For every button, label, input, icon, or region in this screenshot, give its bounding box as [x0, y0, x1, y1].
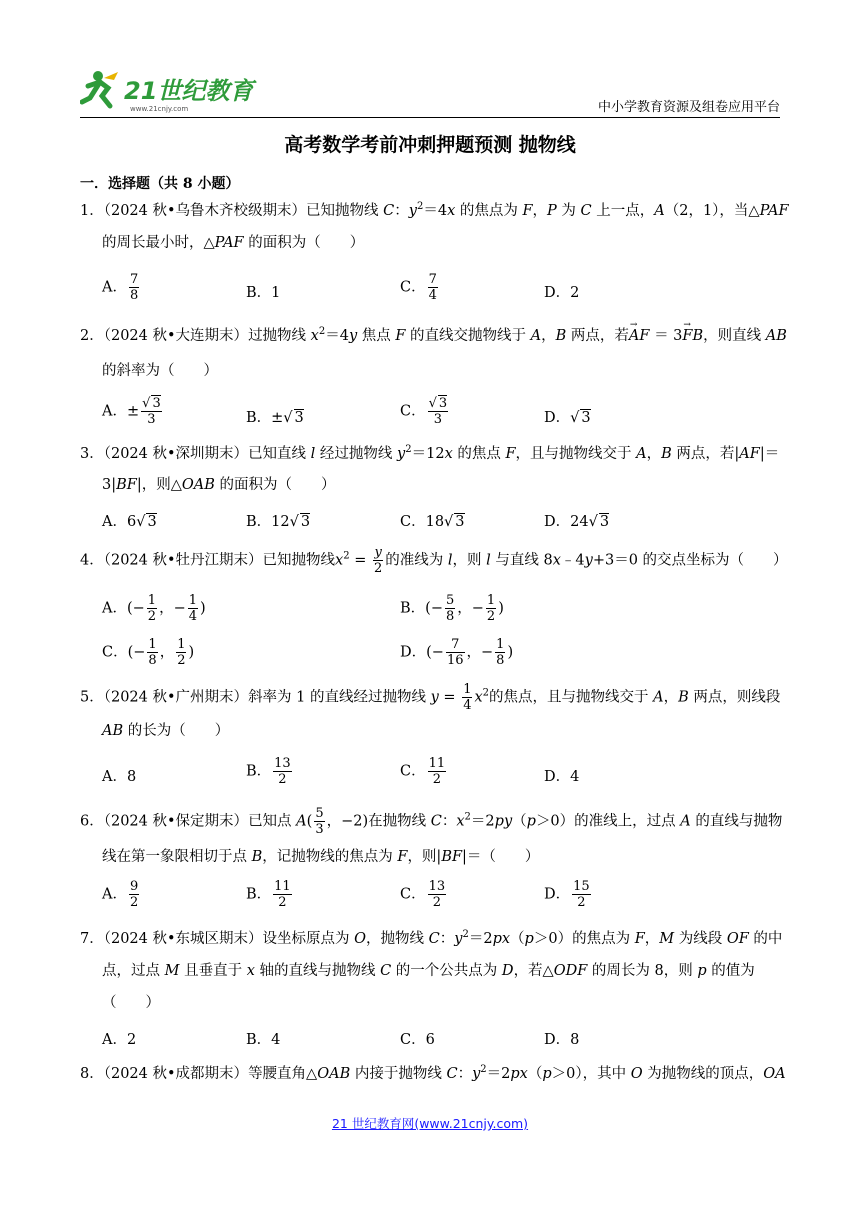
q1-option-b[interactable]: B．1 — [246, 285, 281, 301]
question-7: 7．（2024 秋•东城区期末）设坐标原点为 O，抛物线 C：$y^2=2px(p>0)$的焦点为 F，M 为线段 OF 的中 — [80, 929, 783, 947]
q7-option-b[interactable]: B．4 — [246, 1032, 281, 1048]
q6-option-c[interactable]: C． $\frac{13}{2}$ — [400, 879, 446, 910]
q3-option-a[interactable]: A．6√ 3 — [102, 514, 157, 530]
question-3: 3．（2024 秋•深圳期末）已知直线 l 经过抛物线 $y^2=12x$ 的焦点 F，且与抛物线交于 A，B 两点，若|AF|＝ — [80, 444, 780, 462]
q5-option-b[interactable]: B． $\frac{13}{2}$ — [246, 756, 291, 787]
q6-option-d[interactable]: D． $\frac{15}{2}$ — [544, 879, 590, 910]
question-6-cont: 线在第一象限相切于点 B，记抛物线的焦点为 F，则|BF|＝（ ） — [102, 849, 540, 865]
q2-option-b[interactable]: B．±√ 3 — [246, 410, 304, 426]
platform-name: 中小学教育资源及组卷应用平台 — [597, 100, 780, 115]
question-8: 8．（2024 秋•成都期末）等腰直角△OAB 内接于抛物线 C：$y^2=2px(p>0)$，其中 O 为抛物线的顶点，OA — [80, 1064, 786, 1082]
logo-url: www.21cnjy.com — [130, 105, 189, 113]
footer-link[interactable]: 21 世纪教育网(www.21cnjy.com) — [331, 1116, 529, 1131]
question-1: 1．（2024 秋•乌鲁木齐校级期末）已知抛物线 C：$y^2=4x$ 的焦点为 F，P 为 C 上一点，A（2，1），当△PAF — [80, 201, 789, 219]
q2-option-a[interactable]: A．± $\frac{√ 3}{3}$ — [102, 396, 161, 427]
q3-option-d[interactable]: D．24√ 3 — [544, 514, 610, 530]
q6-option-b[interactable]: B． $\frac{11}{2}$ — [246, 879, 291, 910]
question-1-cont: 的周长最小时，△PAF 的面积为（ ） — [102, 235, 365, 251]
q7-option-d[interactable]: D．8 — [544, 1032, 580, 1048]
q4-option-c[interactable]: C．(− $\frac{1}{8}$ ， $\frac{1}{2}$ ) — [102, 637, 195, 668]
question-6: 6．（2024 秋•保定期末）已知点 A( $\frac{5}{3}$ ，−2)在抛物线 C：$x^2=2py(p>0)$的准线上，过点 A 的直线与抛物 — [80, 806, 783, 837]
q3-option-c[interactable]: C．18√ 3 — [400, 514, 465, 530]
q3-option-b[interactable]: B．12√ 3 — [246, 514, 311, 530]
q1-option-d[interactable]: D．2 — [544, 285, 580, 301]
question-4: 4．（2024 秋•牡丹江期末）已知抛物线$x^2$ = $\frac{y}{2}$ 的准线为 l，则 l 与直线 8x﹣4y+3＝0 的交点坐标为（ ） — [80, 545, 788, 576]
q2-option-d[interactable]: D．√ 3 — [544, 410, 591, 426]
page-title: 高考数学考前冲刺押题预测 抛物线 — [284, 134, 576, 156]
section-heading: 一．选择题（共 8 小题） — [80, 176, 240, 192]
question-7-cont2: （ ） — [102, 995, 160, 1011]
header-divider — [80, 117, 780, 118]
q1-option-c[interactable]: C． $\frac{7}{4}$ — [400, 272, 437, 303]
q1-option-a[interactable]: A． $\frac{7}{8}$ — [102, 272, 139, 303]
question-3-cont: 3|BF|，则△OAB 的面积为（ ） — [102, 477, 336, 493]
question-5: 5．（2024 秋•广州期末）斜率为 1 的直线经过抛物线 y = $\frac{1}{4}$ $x^2$的焦点，且与抛物线交于 A，B 两点，则线段 — [80, 682, 781, 713]
question-2: 2．（2024 秋•大连期末）过抛物线 $x^2=4y$ 焦点 F 的直线交抛物线于 A，B 两点，若→ AF ＝ 3→ FB，则直线 AB — [80, 325, 787, 347]
question-5-cont: AB 的长为（ ） — [102, 723, 230, 739]
q4-option-d[interactable]: D．(− $\frac{7}{16}$ ，− $\frac{1}{8}$ ) — [400, 637, 514, 668]
q7-option-c[interactable]: C．6 — [400, 1032, 435, 1048]
q7-option-a[interactable]: A．2 — [102, 1032, 137, 1048]
q6-option-a[interactable]: A． $\frac{9}{2}$ — [102, 879, 139, 910]
q5-option-d[interactable]: D．4 — [544, 769, 580, 785]
q4-option-b[interactable]: B．(− $\frac{5}{8}$ ，− $\frac{1}{2}$ ) — [400, 593, 504, 624]
q4-option-a[interactable]: A．(− $\frac{1}{2}$ ，− $\frac{1}{4}$ ) — [102, 593, 206, 624]
logo — [80, 66, 260, 114]
question-2-cont: 的斜率为（ ） — [102, 363, 218, 379]
q5-option-c[interactable]: C． $\frac{11}{2}$ — [400, 756, 446, 787]
question-7-cont: 点，过点 M 且垂直于 x 轴的直线与抛物线 C 的一个公共点为 D，若△ODF 的周长为 8，则 p 的值为 — [102, 963, 755, 979]
q2-option-c[interactable]: C． $\frac{√ 3}{3}$ — [400, 396, 448, 427]
page-header — [80, 66, 780, 116]
logo-text: 21世纪教育 — [124, 77, 254, 105]
q5-option-a[interactable]: A．8 — [102, 769, 137, 785]
